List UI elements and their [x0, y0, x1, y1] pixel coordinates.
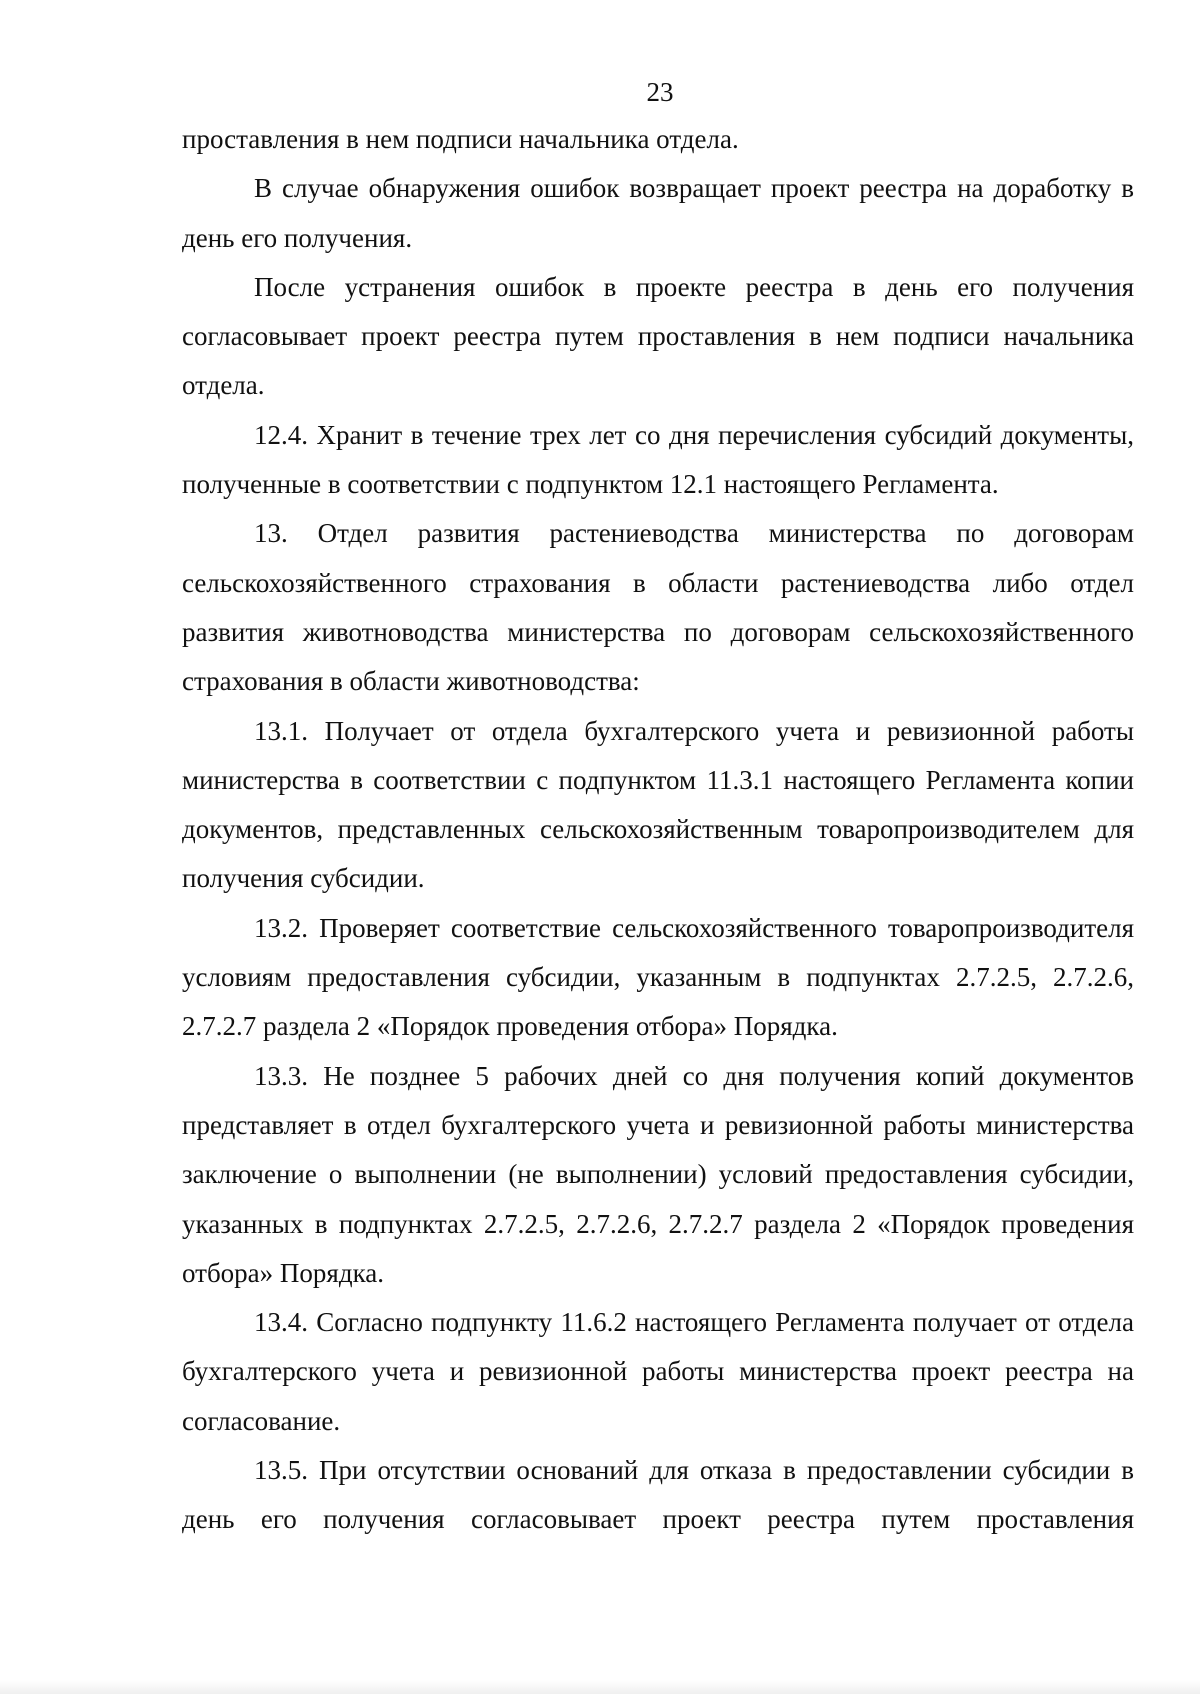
paragraph-13-3: 13.3. Не позднее 5 рабочих дней со дня получения копий документов представляет в отдел бухгалтерского учета и ревизионной работы министерства заключение о выполнении (не выполнении) условий предоставления субсидии, указанных в подпунктах 2.7.2.5, 2.7.2.6, 2.7.2.7 раздела 2 «Порядок проведения отбора» Порядка.: [182, 1060, 1134, 1288]
paragraph-13: 13. Отдел развития растениеводства министерства по договорам сельскохозяйственного страхования в области растениеводства либо отдел развития животноводства министерства по договорам сельскохозяйственного страхования в области животноводства:: [182, 518, 1134, 697]
body-text: [182, 115, 1134, 1545]
paragraph-after-correction: После устранения ошибок в проекте реестра в день его получения согласовывает проект реестра путем проставления в нем подписи начальника отдела.: [182, 271, 1134, 401]
paragraph-13-5: 13.5. При отсутствии оснований для отказа в предоставлении субсидии в день его получения согласовывает проект реестра путем проставления: [182, 1455, 1134, 1535]
page-number: 23: [646, 77, 674, 107]
paragraph-continuation: проставления в нем подписи начальника отдела.: [182, 124, 739, 154]
paragraph-13-4: 13.4. Согласно подпункту 11.6.2 настоящего Регламента получает от отдела бухгалтерского учета и ревизионной работы министерства проект реестра на согласование.: [182, 1307, 1134, 1436]
paragraph-13-2: 13.2. Проверяет соответствие сельскохозяйственного товаропроизводителя условиям предоставления субсидии, указанным в подпунктах 2.7.2.5, 2.7.2.6, 2.7.2.7 раздела 2 «Порядок проведения отбора» Порядка.: [182, 912, 1134, 1042]
paragraph-12-4: 12.4. Хранит в течение трех лет со дня перечисления субсидий документы, полученные в соответствии с подпунктом 12.1 настоящего Регламента.: [182, 419, 1134, 500]
paragraph-error-return: В случае обнаружения ошибок возвращает проект реестра на доработку в день его получения.: [182, 173, 1134, 253]
paragraph-13-1: 13.1. Получает от отдела бухгалтерского учета и ревизионной работы министерства в соответствии с подпунктом 11.3.1 настоящего Регламента копии документов, представленных сельскохозяйственным товаропроизводителем для получения субсидии.: [182, 715, 1134, 894]
scan-edge-shadow: [0, 1680, 1200, 1694]
